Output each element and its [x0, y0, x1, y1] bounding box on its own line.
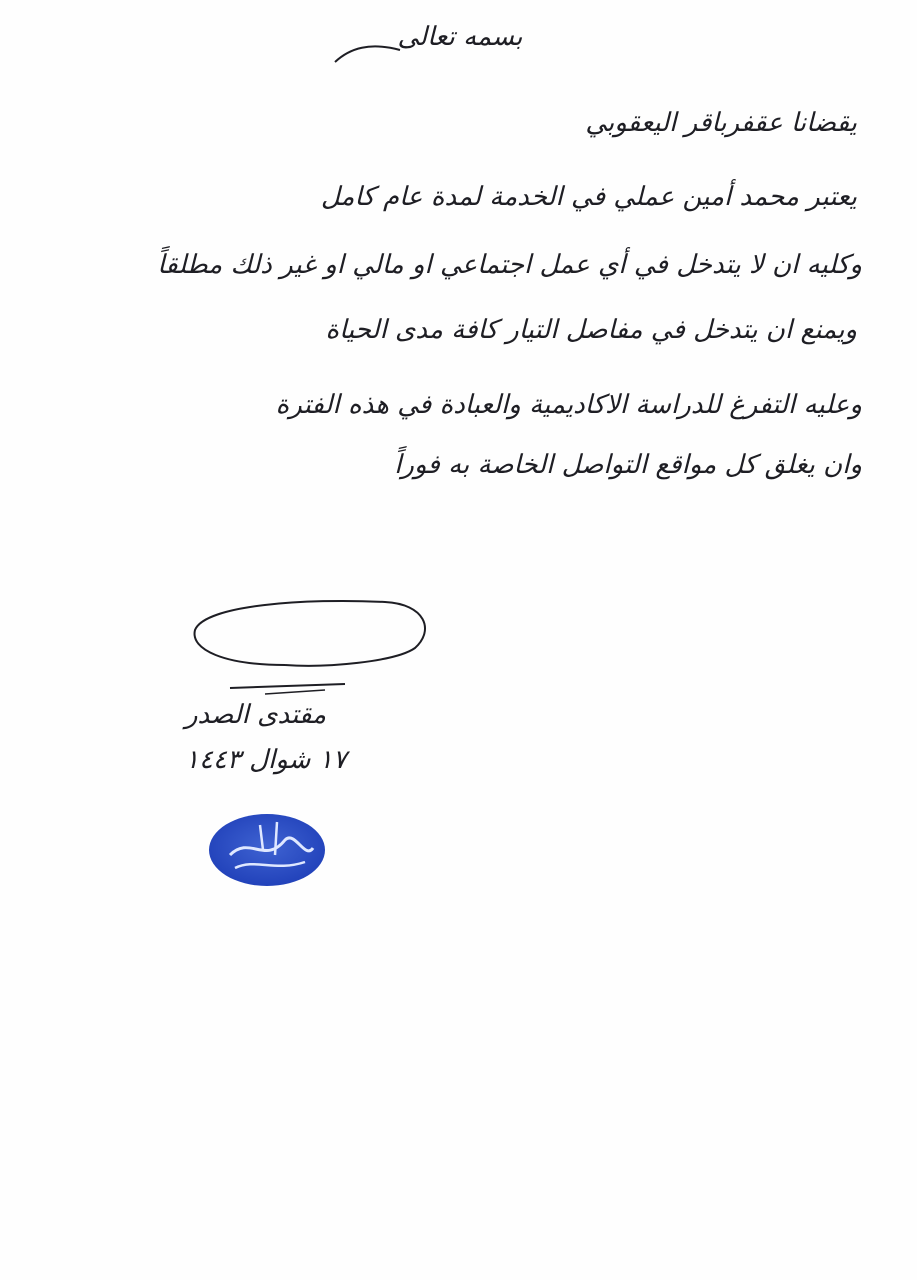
body-line-2: يعتبر محمد أمين عملي في الخدمة لمدة عام كامل: [320, 182, 857, 212]
official-seal: [205, 810, 335, 890]
signature-date: ١٧ شوال ١٤٤٣: [185, 745, 347, 775]
handwritten-signature: [185, 590, 445, 700]
body-line-3: وكليه ان لا يتدخل في أي عمل اجتماعي او مالي او غير ذلك مطلقاً: [157, 250, 862, 280]
body-line-1: يقضانا عقفرباقر اليعقوبي: [585, 108, 857, 138]
body-line-4: ويمنع ان يتدخل في مفاصل التيار كافة مدى الحياة: [325, 315, 857, 345]
body-line-5: وعليه التفرغ للدراسة الاكاديمية والعبادة في هذه الفترة: [275, 390, 862, 420]
body-line-6: وان يغلق كل مواقع التواصل الخاصة به فوراً: [394, 450, 862, 480]
heading-flourish: [330, 30, 410, 70]
document-heading: بسمه تعالى: [397, 22, 523, 52]
signature-name: مقتدى الصدر: [185, 700, 327, 730]
